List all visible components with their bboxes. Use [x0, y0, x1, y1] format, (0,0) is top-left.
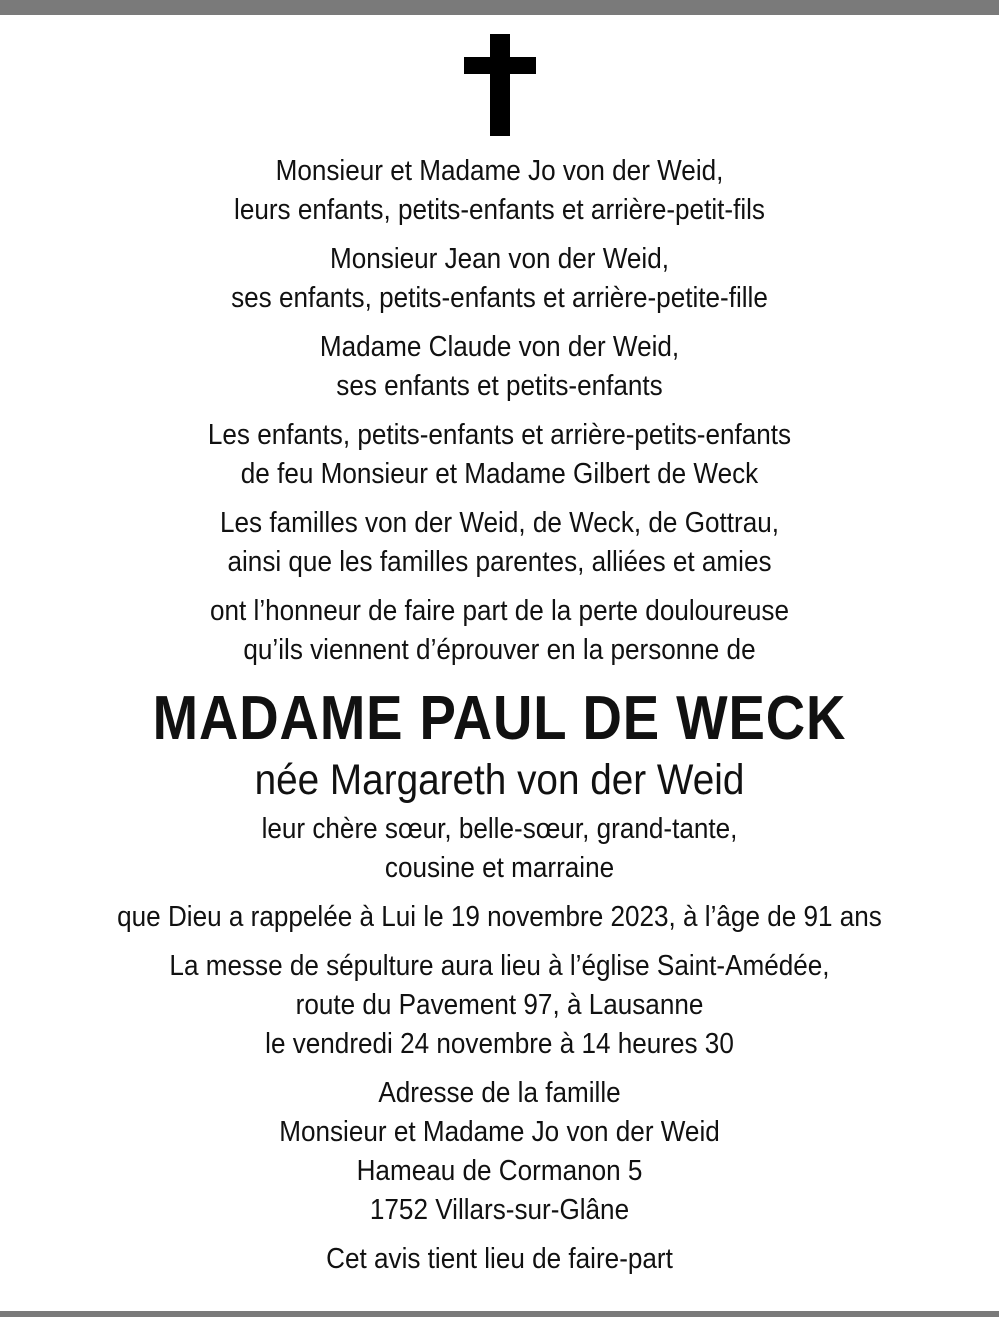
text-line: Les familles von der Weid, de Weck, de Gottrau,: [219, 507, 779, 539]
announcement-block: [0, 592, 999, 670]
text-line: qu’ils viennent d’éprouver en la personne de: [243, 634, 756, 666]
family-block-5: [0, 504, 999, 582]
family-block-1: [0, 152, 999, 230]
text-line: le vendredi 24 novembre à 14 heures 30: [265, 1028, 734, 1060]
maiden-name: née Margareth von der Weid: [254, 756, 745, 804]
text-line: Hameau de Cormanon 5: [356, 1155, 643, 1187]
ceremony-block: [0, 947, 999, 1064]
family-block-2: [0, 240, 999, 318]
relation-block: [0, 810, 999, 888]
address-block: [0, 1074, 999, 1230]
text-line: ainsi que les familles parentes, alliées et amies: [227, 546, 772, 578]
text-line: La messe de sépulture aura lieu à l’église Saint-Amédée,: [169, 950, 830, 982]
text-line: ses enfants, petits-enfants et arrière-petite-fille: [231, 282, 768, 314]
text-line: leur chère sœur, belle-sœur, grand-tante,: [261, 813, 738, 845]
text-line: Monsieur Jean von der Weid,: [329, 243, 669, 275]
text-line: Monsieur et Madame Jo von der Weid: [279, 1116, 720, 1148]
text-line: leurs enfants, petits-enfants et arrière-petit-fils: [234, 194, 765, 226]
text-line: route du Pavement 97, à Lausanne: [295, 989, 704, 1021]
text-line: Monsieur et Madame Jo von der Weid,: [275, 155, 724, 187]
cross-icon: [464, 34, 536, 136]
death-notice: [0, 898, 999, 937]
bottom-border: [0, 1311, 999, 1317]
text-line: Les enfants, petits-enfants et arrière-petits-enfants: [207, 419, 792, 451]
text-line: de feu Monsieur et Madame Gilbert de Weck: [240, 458, 759, 490]
text-line: Adresse de la famille: [378, 1077, 621, 1109]
text-line: cousine et marraine: [384, 852, 615, 884]
text-line: ses enfants et petits-enfants: [336, 370, 663, 402]
obituary-text: [0, 152, 999, 1289]
family-block-4: [0, 416, 999, 494]
closing-block: [0, 1240, 999, 1279]
top-border: [0, 0, 999, 15]
text-line: Madame Claude von der Weid,: [319, 331, 680, 363]
text-line: ont l’honneur de faire part de la perte douloureuse: [210, 595, 789, 627]
family-block-3: [0, 328, 999, 406]
text-line: que Dieu a rappelée à Lui le 19 novembre 2023, à l’âge de 91 ans: [117, 901, 882, 933]
text-line: 1752 Villars-sur-Glâne: [369, 1194, 630, 1226]
deceased-name: MADAME PAUL DE WECK: [152, 684, 847, 753]
text-line: Cet avis tient lieu de faire-part: [326, 1243, 673, 1275]
